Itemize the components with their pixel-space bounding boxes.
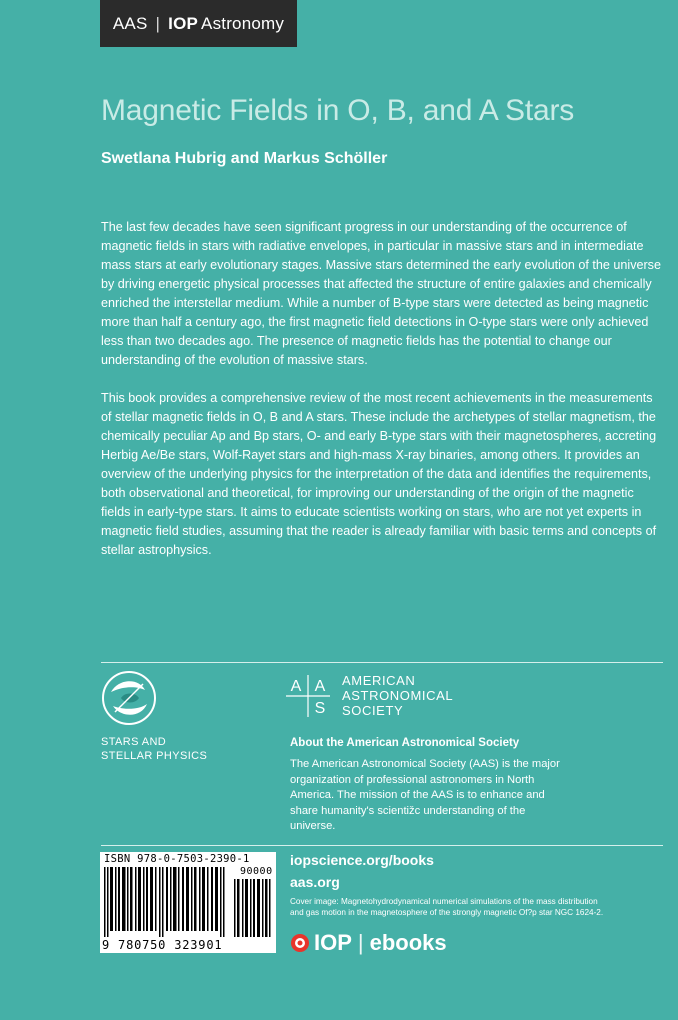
about-aas-heading: About the American Astronomical Society bbox=[290, 737, 520, 749]
iop-logo-text: IOP bbox=[314, 930, 352, 955]
badge-astronomy: Astronomy bbox=[201, 13, 285, 33]
badge-separator: | bbox=[155, 13, 161, 33]
book-title: Magnetic Fields in O, B, and A Stars bbox=[101, 94, 575, 127]
divider-bottom bbox=[101, 845, 663, 846]
addon-barcode-bars bbox=[234, 879, 272, 937]
description-paragraph-1: The last few decades have seen significant progress in our understanding of the occurrence of magnetic fields in stars with radiative envelopes, in particular in massive stars and in intermediate mass stars at early evolutionary stages. Massive stars determined the early evolution of the universe by driving energetic physical processes that affected the structure of entire galaxies and chemically enriched the interstellar medium. While a number of B-type stars were detected as being magnetic more than half a century ago, the first magnetic field detections in O-type stars were only achieved less than two decades ago. The presence of magnetic fields has the potential to change our understanding of the evolution of massive stars. bbox=[101, 220, 661, 367]
about-aas-text: The American Astronomical Society (AAS) is the major organization of professional astronomers in North America. The mission of the AAS is to enhance and share humanity's scientižc understanding of the universe. bbox=[290, 758, 560, 832]
ean-barcode-bars bbox=[104, 867, 226, 937]
aas-logo-letter-3: S bbox=[314, 700, 326, 717]
iop-ebooks-logo bbox=[290, 930, 447, 956]
stars-stellar-physics-logo-icon bbox=[101, 670, 157, 726]
aas-name bbox=[342, 673, 502, 718]
badge-iop: IOP bbox=[168, 13, 199, 33]
aas-logo-letter-1: A bbox=[290, 678, 302, 695]
badge-aas: AAS bbox=[112, 13, 148, 33]
ebooks-logo-text: ebooks bbox=[369, 930, 447, 955]
series-name bbox=[101, 735, 221, 763]
series-line-1: STARS AND bbox=[101, 736, 167, 748]
isbn-barcode bbox=[100, 852, 276, 953]
series-line-2: STELLAR PHYSICS bbox=[101, 750, 208, 762]
description-paragraph-2: This book provides a comprehensive review of the most recent achievements in the measurements of stellar magnetic fields in O, B and A stars. These include the archetypes of stellar magnetism, the chemically peculiar Ap and Bp stars, O- and early B-type stars with their magnetospheres, accreting Herbig Ae/Be stars, Wolf-Rayet stars and high-mass X-ray binaries, among others. It provides an overview of the underlying physics for the interpretation of the data and identifies the requirements, both observational and theoretical, for improving our understanding of the origin of the magnetic fields in early-type stars. It aims to educate scientists working on stars, who are not yet experts in magnetic field studies, assuming that the reader is already familiar with basic terms and concepts of stellar astrophysics. bbox=[101, 391, 657, 557]
divider-top bbox=[101, 662, 663, 663]
ean-number: 9 780750 323901 bbox=[102, 938, 223, 952]
cover-image-caption: Cover image: Magnetohydrodynamical numerical simulations of the mass distribution and gas motion in the magnetosphere of the strongly magnetic Of?p star NGC 1624-2. bbox=[290, 897, 604, 917]
aas-iop-astronomy-badge bbox=[100, 0, 297, 47]
isbn-number: ISBN 978-0-7503-2390-1 bbox=[104, 853, 250, 865]
iop-logo-icon bbox=[290, 933, 310, 953]
aas-logo-icon bbox=[284, 671, 332, 719]
iop-ebooks-separator: | bbox=[357, 930, 364, 955]
aas-name-line-2: ASTRONOMICAL bbox=[342, 688, 454, 703]
aas-logo-letter-2: A bbox=[314, 678, 326, 695]
aas-name-line-3: SOCIETY bbox=[342, 703, 404, 718]
aas-name-line-1: AMERICAN bbox=[342, 673, 416, 688]
iopscience-link[interactable]: iopscience.org/books bbox=[290, 852, 434, 868]
addon-number: 90000 bbox=[240, 866, 273, 877]
aas-link[interactable]: aas.org bbox=[290, 874, 340, 890]
book-authors: Swetlana Hubrig and Markus Schöller bbox=[101, 150, 388, 167]
